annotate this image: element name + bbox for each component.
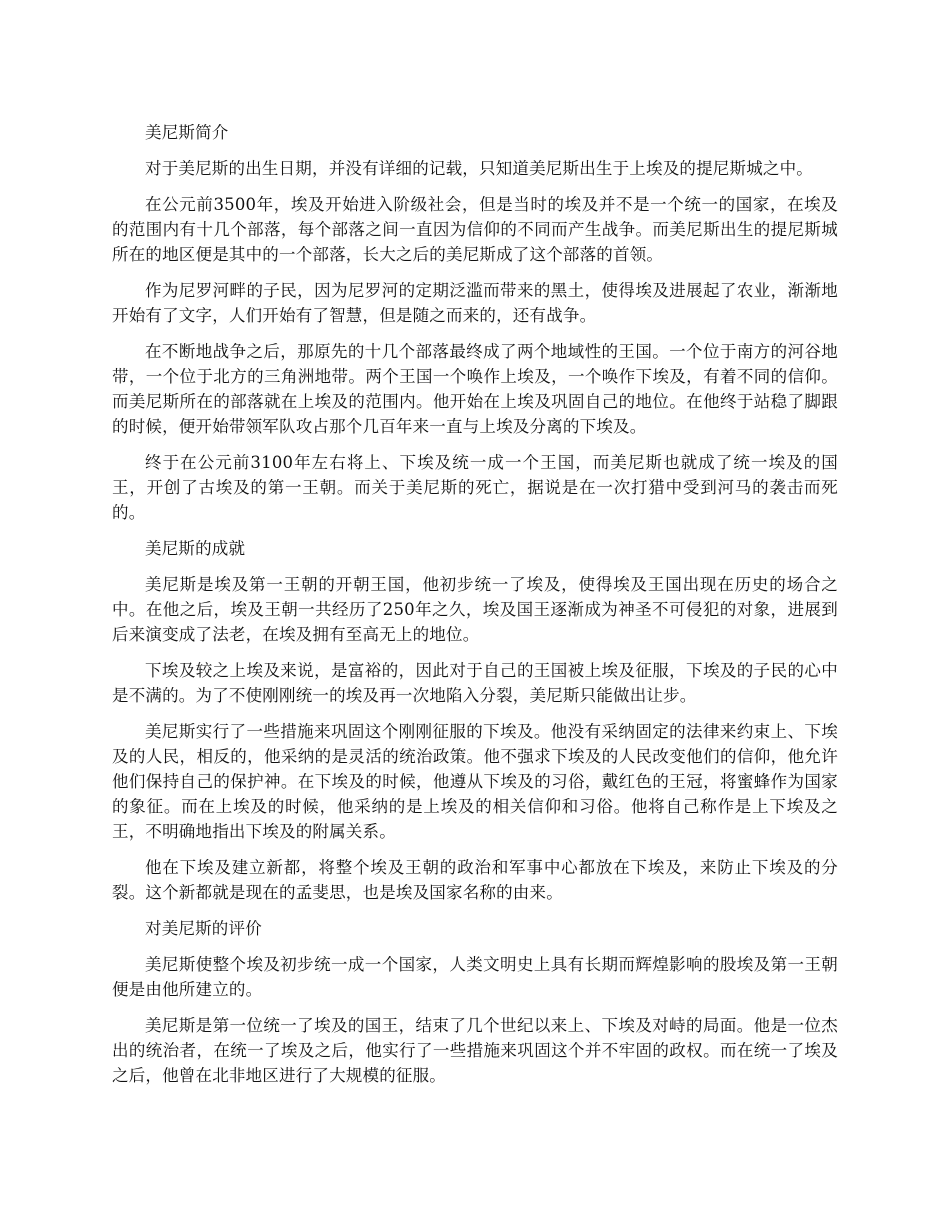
paragraph-policies: 美尼斯实行了一些措施来巩固这个刚刚征服的下埃及。他没有采纳固定的法律来约束上、下埃及的人民，相反的，他采纳的是灵活的统治政策。他不强求下埃及的人民改变他们的信仰，他允许他们保持自己的保护神。在下埃及的时候，他遵从下埃及的习俗，戴红色的王冠，将蜜蜂作为国家的象征。而在上埃及的时候，他采纳的是上埃及的相关信仰和习俗。他将自己称作是上下埃及之王，不明确地指出下埃及的附属关系。 <box>112 722 838 841</box>
paragraph-legacy: 美尼斯使整个埃及初步统一成一个国家，人类文明史上具有长期而辉煌影响的股埃及第一王朝便是由他所建立的。 <box>112 955 838 999</box>
paragraph-two-kingdoms: 在不断地战争之后，那原先的十几个部落最终成了两个地域性的王国。一个位于南方的河谷地带，一个位于北方的三角洲地带。两个王国一个唤作上埃及，一个唤作下埃及，有着不同的信仰。而美尼斯所在的部落就在上埃及的范围内。他开始在上埃及巩固自己的地位。在他终于站稳了脚跟的时候，便开始带领军队攻占那个几百年来一直与上埃及分离的下埃及。 <box>112 342 838 436</box>
paragraph-unification: 终于在公元前3100年左右将上、下埃及统一成一个王国，而美尼斯也就成了统一埃及的国王，开创了古埃及的第一王朝。而关于美尼斯的死亡，据说是在一次打猎中受到河马的袭击而死的。 <box>112 453 838 522</box>
section-heading-intro: 美尼斯简介 <box>145 123 229 142</box>
paragraph-first-dynasty: 美尼斯是埃及第一王朝的开朝王国，他初步统一了埃及，使得埃及王国出现在历史的场合之中。在他之后，埃及王朝一共经历了250年之久，埃及国王逐渐成为神圣不可侵犯的对象，进展到后来演变成了法老，在埃及拥有至高无上的地位。 <box>112 575 838 644</box>
paragraph-first-king: 美尼斯是第一位统一了埃及的国王，结束了几个世纪以来上、下埃及对峙的局面。他是一位杰出的统治者，在统一了埃及之后，他实行了一些措施来巩固这个并不牢固的政权。而在统一了埃及之后，他曾在北非地区进行了大规模的征服。 <box>112 1016 838 1085</box>
paragraph-new-capital: 他在下埃及建立新都，将整个埃及王朝的政治和军事中心都放在下埃及，来防止下埃及的分裂。这个新都就是现在的孟斐思，也是埃及国家名称的由来。 <box>112 858 838 902</box>
paragraph-lower-egypt: 下埃及较之上埃及来说，是富裕的，因此对于自己的王国被上埃及征服，下埃及的子民的心中是不满的。为了不使刚刚统一的埃及再一次地陷入分裂，美尼斯只能做出让步。 <box>112 661 838 705</box>
document-body <box>112 120 838 1099</box>
section-heading-achievements: 美尼斯的成就 <box>145 539 246 558</box>
section-heading-evaluation: 对美尼斯的评价 <box>145 919 262 938</box>
paragraph-birth: 对于美尼斯的出生日期，并没有详细的记载，只知道美尼斯出生于上埃及的提尼斯城之中。 <box>145 159 813 178</box>
paragraph-nile: 作为尼罗河畔的子民，因为尼罗河的定期泛滥而带来的黑土，使得埃及进展起了农业，渐渐地开始有了文字，人们开始有了智慧，但是随之而来的，还有战争。 <box>112 281 838 325</box>
paragraph-tribes: 在公元前3500年，埃及开始进入阶级社会，但是当时的埃及并不是一个统一的国家，在埃及的范围内有十几个部落，每个部落之间一直因为信仰的不同而产生战争。而美尼斯出生的提尼斯城所在的地区便是其中的一个部落，长大之后的美尼斯成了这个部落的首领。 <box>112 195 838 264</box>
